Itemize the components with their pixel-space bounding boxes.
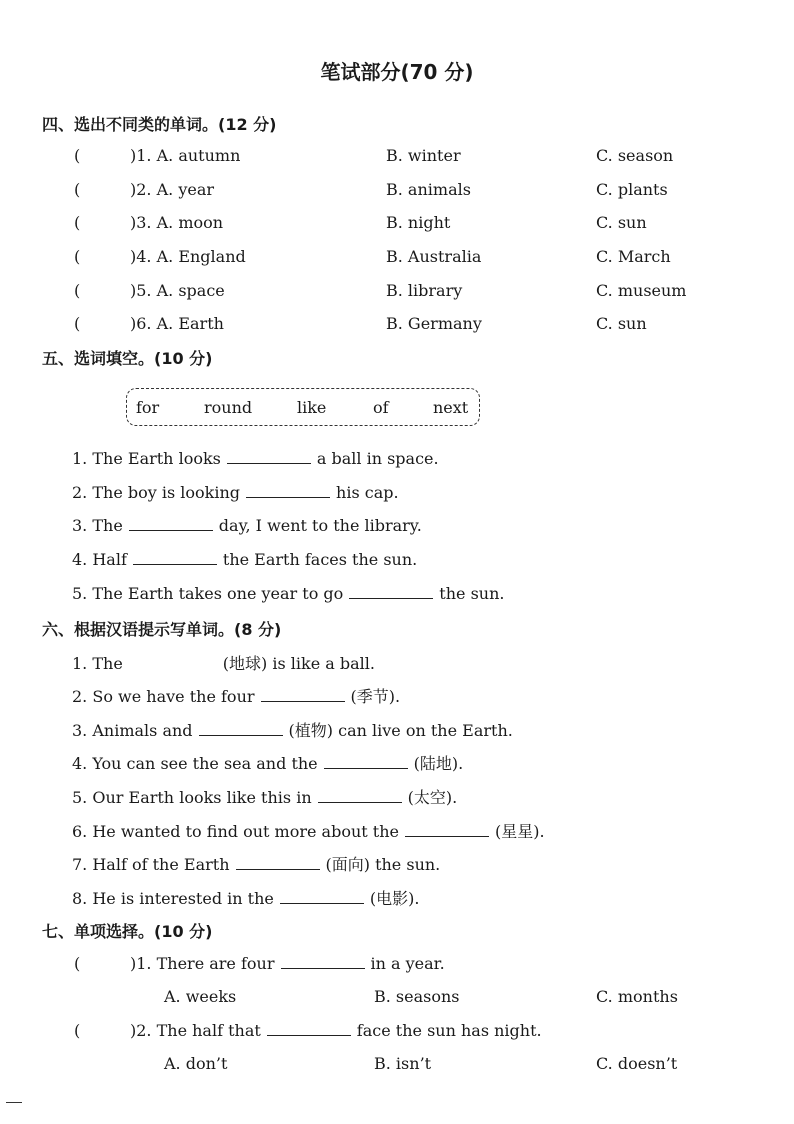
answer-blank[interactable] xyxy=(246,483,330,498)
answer-blank[interactable] xyxy=(227,449,311,464)
option-b: B. Germany xyxy=(386,314,482,333)
answer-paren: ( xyxy=(74,954,81,973)
word-bank-item: for xyxy=(136,398,160,417)
sentence-end: (地球) is like a ball. xyxy=(222,654,375,673)
answer-paren: ( xyxy=(74,281,81,300)
sentence-end: his cap. xyxy=(336,483,399,502)
option-a: A. don’t xyxy=(164,1054,228,1073)
sentence-start: 8. He is interested in the xyxy=(72,889,274,908)
sentence-end: (面向) the sun. xyxy=(325,855,441,874)
answer-paren: ( xyxy=(74,247,81,266)
hint-sentence xyxy=(72,651,375,674)
sentence-start: 3. The xyxy=(72,516,123,535)
option-c: C. plants xyxy=(596,180,668,199)
option-b: B. Australia xyxy=(386,247,482,266)
option-b: B. seasons xyxy=(374,987,460,1006)
sentence-start: 1. The xyxy=(72,654,123,673)
hint-sentence xyxy=(72,852,440,875)
sentence-start: 5. Our Earth looks like this in xyxy=(72,788,312,807)
option-a: )6. A. Earth xyxy=(130,314,224,333)
hint-sentence xyxy=(72,684,400,707)
question-end: face the sun has night. xyxy=(356,1021,542,1040)
page-edge-mark xyxy=(6,1102,22,1103)
choice-question xyxy=(130,1021,542,1040)
sentence-end: the sun. xyxy=(439,584,505,603)
hint-sentence xyxy=(72,785,457,808)
answer-paren: ( xyxy=(74,180,81,199)
answer-paren: ( xyxy=(74,1021,81,1040)
answer-blank[interactable] xyxy=(267,1021,351,1036)
sentence-end: (季节). xyxy=(350,687,401,706)
section-7-heading: 七、单项选择。(10 分) xyxy=(42,922,213,941)
word-bank-item: next xyxy=(433,398,469,417)
fill-sentence xyxy=(72,449,439,468)
sentence-end: (太空). xyxy=(407,788,458,807)
sentence-end: day, I went to the library. xyxy=(218,516,422,535)
answer-paren: ( xyxy=(74,314,81,333)
option-a: )4. A. England xyxy=(130,247,246,266)
sentence-end: a ball in space. xyxy=(316,449,439,468)
sentence-start: 2. The boy is looking xyxy=(72,483,241,502)
option-c: C. March xyxy=(596,247,671,266)
option-b: B. library xyxy=(386,281,463,300)
option-a: )5. A. space xyxy=(130,281,225,300)
fill-sentence xyxy=(72,516,422,535)
hint-sentence xyxy=(72,718,513,741)
answer-blank[interactable] xyxy=(318,788,402,803)
option-c: C. sun xyxy=(596,314,647,333)
sentence-start: 4. Half xyxy=(72,550,127,569)
option-c: C. sun xyxy=(596,213,647,232)
choice-question xyxy=(130,954,445,973)
sentence-end: (星星). xyxy=(494,822,545,841)
option-a: )1. A. autumn xyxy=(130,146,241,165)
answer-blank[interactable] xyxy=(349,584,433,599)
answer-blank[interactable] xyxy=(236,855,320,870)
option-c: C. doesn’t xyxy=(596,1054,678,1073)
sentence-start: 2. So we have the four xyxy=(72,687,255,706)
answer-blank[interactable] xyxy=(281,954,365,969)
option-b: B. winter xyxy=(386,146,461,165)
fill-sentence xyxy=(72,550,417,569)
word-bank-item: round xyxy=(204,398,253,417)
answer-blank[interactable] xyxy=(129,654,217,669)
section-6-heading: 六、根据汉语提示写单词。(8 分) xyxy=(42,620,282,639)
question-end: in a year. xyxy=(370,954,445,973)
sentence-start: 4. You can see the sea and the xyxy=(72,754,318,773)
answer-blank[interactable] xyxy=(261,687,345,702)
sentence-end: the Earth faces the sun. xyxy=(222,550,418,569)
option-c: C. museum xyxy=(596,281,687,300)
option-c: C. season xyxy=(596,146,674,165)
sentence-start: 6. He wanted to find out more about the xyxy=(72,822,399,841)
sentence-end: (陆地). xyxy=(413,754,464,773)
hint-sentence xyxy=(72,886,419,909)
answer-blank[interactable] xyxy=(133,550,217,565)
sentence-start: 7. Half of the Earth xyxy=(72,855,230,874)
word-bank-item: like xyxy=(297,398,327,417)
option-a: )2. A. year xyxy=(130,180,215,199)
answer-blank[interactable] xyxy=(324,754,408,769)
section-4-heading: 四、选出不同类的单词。(12 分) xyxy=(42,115,277,134)
option-b: B. animals xyxy=(386,180,471,199)
option-b: B. night xyxy=(386,213,451,232)
answer-blank[interactable] xyxy=(129,516,213,531)
option-a: A. weeks xyxy=(164,987,237,1006)
page-title: 笔试部分(70 分) xyxy=(320,60,474,84)
answer-blank[interactable] xyxy=(405,822,489,837)
answer-blank[interactable] xyxy=(280,889,364,904)
sentence-start: 5. The Earth takes one year to go xyxy=(72,584,344,603)
answer-blank[interactable] xyxy=(199,721,283,736)
option-b: B. isn’t xyxy=(374,1054,432,1073)
hint-sentence xyxy=(72,751,463,774)
section-5-heading: 五、选词填空。(10 分) xyxy=(42,349,213,368)
word-bank-item: of xyxy=(373,398,389,417)
sentence-end: (植物) can live on the Earth. xyxy=(288,721,513,740)
option-c: C. months xyxy=(596,987,678,1006)
question-start: )2. The half that xyxy=(130,1021,261,1040)
sentence-end: (电影). xyxy=(369,889,420,908)
fill-sentence xyxy=(72,584,505,603)
option-a: )3. A. moon xyxy=(130,213,224,232)
sentence-start: 1. The Earth looks xyxy=(72,449,221,468)
question-start: )1. There are four xyxy=(130,954,275,973)
fill-sentence xyxy=(72,483,399,502)
sentence-start: 3. Animals and xyxy=(72,721,193,740)
answer-paren: ( xyxy=(74,213,81,232)
hint-sentence xyxy=(72,819,545,842)
answer-paren: ( xyxy=(74,146,81,165)
